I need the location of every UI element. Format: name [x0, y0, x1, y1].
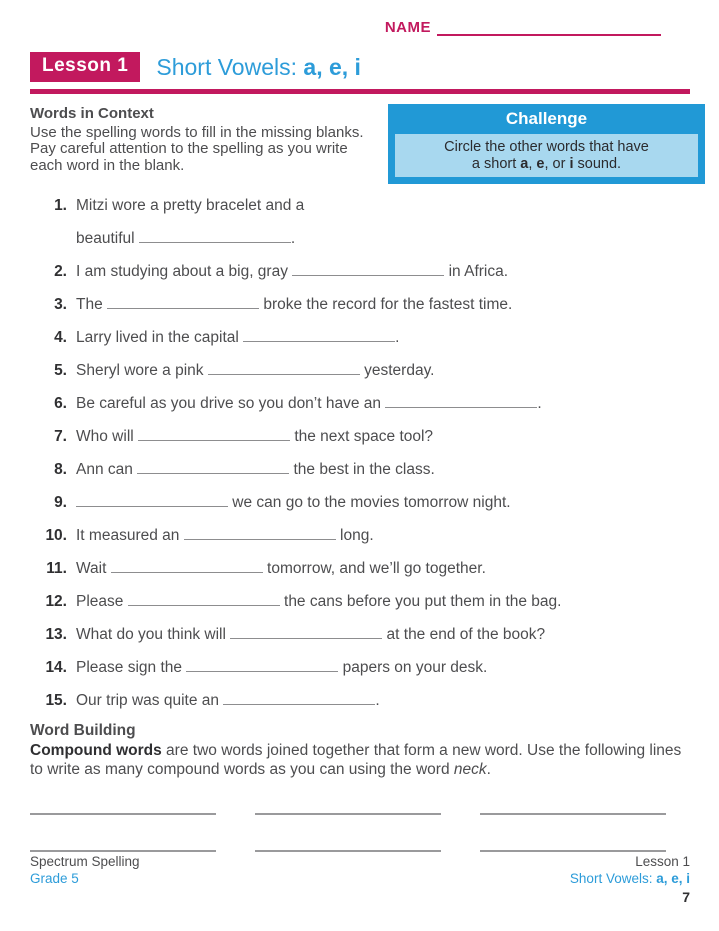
question-text: Who will the next space tool? — [76, 428, 434, 445]
question-item — [40, 255, 690, 288]
question-item — [40, 519, 690, 552]
name-row — [30, 14, 661, 36]
footer-left — [30, 853, 140, 906]
question-item — [40, 387, 690, 420]
question-number: 6. — [54, 395, 67, 412]
footer-lesson: Lesson 1 — [635, 854, 690, 869]
question-text: Please sign the papers on your desk. — [76, 659, 488, 676]
answer-blank[interactable] — [385, 393, 537, 408]
answer-blank[interactable] — [243, 327, 395, 342]
question-text: It measured an long. — [76, 527, 374, 544]
write-line[interactable] — [255, 848, 441, 852]
name-write-line[interactable] — [437, 19, 661, 36]
question-item — [40, 354, 690, 387]
question-number: 8. — [54, 461, 67, 478]
question-number: 4. — [54, 329, 67, 346]
question-item — [40, 189, 690, 255]
question-text: What do you think will at the end of the book? — [76, 626, 546, 643]
write-line[interactable] — [480, 848, 666, 852]
question-item — [40, 618, 690, 651]
question-text: Our trip was quite an . — [76, 692, 380, 709]
write-line[interactable] — [480, 811, 666, 815]
answer-blank[interactable] — [138, 426, 290, 441]
answer-blank[interactable] — [107, 294, 259, 309]
question-number: 7. — [54, 428, 67, 445]
section-heading-words-in-context: Words in Context — [30, 105, 154, 122]
question-number: 15. — [45, 692, 67, 709]
question-item — [40, 453, 690, 486]
question-text: Please the cans before you put them in the bag. — [76, 593, 562, 610]
question-item — [40, 651, 690, 684]
question-item — [40, 420, 690, 453]
question-item — [40, 321, 690, 354]
answer-blank[interactable] — [184, 525, 336, 540]
question-item — [40, 288, 690, 321]
write-lines — [30, 811, 690, 852]
name-label: NAME — [384, 19, 431, 36]
write-line[interactable] — [30, 811, 216, 815]
intro-row — [30, 104, 690, 184]
word-building-text: Compound words are two words joined together that form a new word. Use the following lines to write as many compound words as you can using the word neck. — [30, 742, 682, 778]
question-text: Sheryl wore a pink yesterday. — [76, 362, 435, 379]
challenge-box — [388, 104, 705, 184]
words-in-context-section — [30, 104, 375, 184]
question-number: 14. — [45, 659, 67, 676]
footer-series: Spectrum Spelling — [30, 854, 140, 869]
page-footer — [30, 853, 690, 906]
question-text: The broke the record for the fastest time. — [76, 296, 513, 313]
question-text: I am studying about a big, gray in Africa. — [76, 263, 509, 280]
answer-blank[interactable] — [139, 228, 291, 243]
answer-blank[interactable] — [230, 624, 382, 639]
write-line[interactable] — [30, 848, 216, 852]
question-text: Wait tomorrow, and we’ll go together. — [76, 560, 486, 577]
question-item — [40, 486, 690, 519]
section-heading-word-building: Word Building — [30, 722, 136, 739]
question-text: Larry lived in the capital . — [76, 329, 400, 346]
question-number: 11. — [46, 560, 67, 577]
footer-right — [570, 853, 690, 906]
footer-grade: Grade 5 — [30, 871, 79, 886]
answer-blank[interactable] — [137, 459, 289, 474]
answer-blank[interactable] — [223, 690, 375, 705]
question-number: 12. — [45, 593, 67, 610]
instructions-text: Use the spelling words to fill in the missing blanks. Pay careful attention to the spelling as you write each word in the blank. — [30, 123, 364, 174]
answer-blank[interactable] — [128, 591, 280, 606]
answer-blank[interactable] — [76, 492, 228, 507]
lesson-title: Short Vowels: a, e, i — [156, 53, 361, 80]
question-number: 3. — [54, 296, 67, 313]
question-text: we can go to the movies tomorrow night. — [76, 486, 690, 519]
question-number: 5. — [54, 362, 67, 379]
question-text: Mitzi wore a pretty bracelet and a beautiful . — [76, 197, 305, 247]
question-number: 9. — [54, 494, 67, 511]
question-number: 2. — [54, 263, 67, 280]
question-item — [40, 585, 690, 618]
fill-in-list — [40, 189, 690, 717]
question-number: 10. — [45, 527, 67, 544]
challenge-body: Circle the other words that have a short a, e, or i sound. — [395, 134, 698, 177]
answer-blank[interactable] — [292, 261, 444, 276]
question-number: 1. — [54, 197, 67, 214]
answer-blank[interactable] — [208, 360, 360, 375]
question-text: Ann can the best in the class. — [76, 461, 435, 478]
write-line[interactable] — [255, 811, 441, 815]
answer-blank[interactable] — [111, 558, 263, 573]
question-item — [40, 684, 690, 717]
header-rule — [30, 89, 690, 94]
word-building-section — [30, 721, 690, 852]
page-number: 7 — [682, 889, 690, 905]
question-item — [40, 552, 690, 585]
lesson-badge: Lesson 1 — [30, 52, 140, 82]
question-text: Be careful as you drive so you don’t have an . — [76, 395, 542, 412]
challenge-title: Challenge — [505, 109, 588, 128]
question-number: 13. — [45, 626, 67, 643]
answer-blank[interactable] — [186, 657, 338, 672]
lesson-header — [30, 52, 690, 82]
footer-topic: Short Vowels: a, e, i — [569, 871, 690, 886]
